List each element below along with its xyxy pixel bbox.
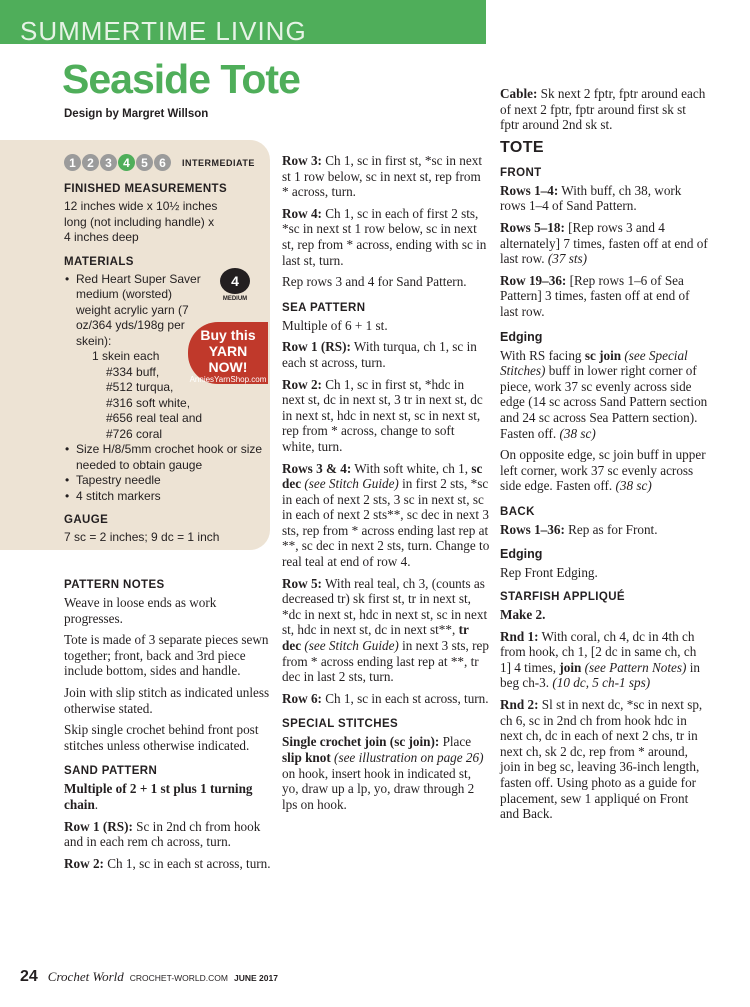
tote-row: Rows 1–4: With buff, ch 38, work rows 1–4 of Sand Pattern. (500, 182, 682, 214)
skill-level (64, 154, 264, 171)
list-item: • 4 stitch markers (76, 489, 264, 505)
tote-row: Rows 1–36: Rep as for Front. (500, 521, 658, 537)
make-count: Make 2. (500, 607, 546, 623)
skill-dot: 6 (154, 154, 171, 171)
magazine-site: CROCHET-WORLD.COM (129, 973, 228, 983)
starfish-heading: STARFISH APPLIQUÉ (500, 591, 626, 604)
sand-row: Row 2: Ch 1, sc in each st across, turn. (64, 855, 271, 871)
promo-line: YARN NOW! (208, 343, 248, 375)
list-item: • Size H/8/5mm crochet hook or size needed to obtain gauge (76, 442, 264, 473)
sand-row: Row 4: Ch 1, sc in each of first 2 sts, *sc in next st 1 row below, sc in next st, rep from * across, ending with sc in last st, turn. (282, 205, 487, 268)
sea-row: Row 2: Ch 1, sc in first st, *hdc in next st, dc in next st, 3 tr in next st, dc in next st, hdc in next st, sc in next st, rep from * across, change to soft white, turn. (282, 376, 483, 454)
rnd-row: Rnd 2: Sl st in next dc, *sc in next sp, ch 6, sc in 2nd ch from hook hdc in next ch, dc in each of next 2 chs, tr in next ch, sk 2 dc, rep from * around, join in beg sc, leaving 36-inch length, fasten off. Using photo as a guide for placement, sew 1 appliqué on Front and Back. (500, 697, 703, 822)
color-item: #512 turqua, (106, 380, 174, 394)
skill-label: INTERMEDIATE (182, 157, 255, 168)
yarn-weight-badge (216, 268, 254, 302)
page-footer (20, 968, 278, 986)
yarn-weight-label: MEDIUM (222, 296, 248, 302)
color-item: #656 real teal and (106, 411, 203, 425)
note-paragraph: Tote is made of 3 separate pieces sewn together; front, back and 3rd piece include bottom, sides and handle. (64, 632, 269, 679)
gauge-heading: GAUGE (64, 514, 109, 526)
designer-byline: Design by Margret Willson (64, 108, 209, 120)
special-stitch: Single crochet join (sc join): Place slip knot (see illustration on page 26) on hook, insert hook in indicated st, yo, draw up a lp, yo, draw through 2 lps on hook. (282, 734, 484, 812)
back-edging-text: Rep Front Edging. (500, 565, 598, 581)
buy-yarn-link[interactable] (188, 322, 268, 384)
sea-multiple: Multiple of 6 + 1 st. (282, 317, 388, 333)
sand-repeat: Rep rows 3 and 4 for Sand Pattern. (282, 274, 467, 290)
materials-heading: MATERIALS (64, 255, 134, 268)
special-stitch: Cable: Sk next 2 fptr, fptr around each of next 2 fptr, fptr around first sk st fptr around 2nd sk st. (500, 86, 706, 133)
sand-multiple: Multiple of 2 + 1 st plus 1 turning chain. (64, 781, 253, 812)
sand-row: Row 3: Ch 1, sc in first st, *sc in next st 1 row below, sc in next st, rep from * across, turn. (282, 153, 483, 200)
special-heading: SPECIAL STITCHES (282, 718, 399, 731)
sea-row: Row 5: With real teal, ch 3, (counts as decreased tr) sk first st, tr in next st, *dc in next st, hdc in next st, sc in next st, hdc in next st, dc in next st**, tr dec (see Stitch Guide) in next 3 sts, rep from * across ending last rep at **, tr dec in last 2 sts, turn. (282, 575, 489, 685)
note-paragraph: Join with slip stitch as indicated unless otherwise stated. (64, 684, 270, 716)
tote-row: Row 19–36: [Rep rows 1–6 of Sea Pattern] 3 times, fasten off at end of last row. (500, 272, 690, 319)
skill-dot: 2 (82, 154, 99, 171)
back-edging-heading: Edging (500, 547, 543, 562)
list-item: • Tapestry needle (76, 473, 264, 489)
tools-list (64, 442, 264, 504)
edging-text: With RS facing sc join (see Special Stitches) buff in lower right corner of piece, work 37 sc evenly across side edge (14 sc across Sand Pattern section and 24 sc across Sea Pattern section). Fasten off. (38 sc) (500, 347, 708, 441)
tote-row: Rows 5–18: [Rep rows 3 and 4 alternately] 7 times, fasten off at end of last row. (37 sts) (500, 219, 708, 267)
skill-dot-active: 4 (118, 154, 135, 171)
yarn-ball-icon: 4 (220, 268, 250, 294)
finished-text: 12 inches wide x 10½ inches long (not including handle) x 4 inches deep (64, 199, 218, 244)
page-title: Seaside Tote (62, 56, 300, 102)
promo-line: Buy this (200, 327, 256, 343)
skein-text: 1 skein each (92, 349, 160, 363)
notes-heading: PATTERN NOTES (64, 579, 165, 591)
tote-column (500, 86, 708, 828)
sand-row: Row 1 (RS): Sc in 2nd ch from hook and in each rem ch across, turn. (64, 818, 261, 850)
rnd-row: Rnd 1: With coral, ch 4, dc in 4th ch from hook, ch 1, [2 dc in same ch, ch 1] 4 times, join (see Pattern Notes) in beg ch-3. (10 dc, 5 ch-1 sps) (500, 628, 700, 691)
skill-dot: 5 (136, 154, 153, 171)
back-heading: BACK (500, 505, 535, 518)
color-item: #334 buff, (106, 364, 160, 379)
tote-heading: TOTE (500, 138, 544, 156)
header-banner (0, 0, 486, 44)
finished-heading: FINISHED MEASUREMENTS (64, 183, 228, 195)
promo-url: AnniesYarnShop.com (189, 375, 267, 384)
list-item: • Red Heart Super Saver medium (worsted) weight acrylic yarn (7 oz/364 yds/198g per skein): (76, 272, 208, 350)
pattern-column (282, 153, 490, 818)
section-title: SUMMERTIME LIVING (20, 16, 307, 46)
color-item: #316 soft white, (106, 395, 191, 410)
notes-column (64, 572, 274, 877)
skill-dot: 1 (64, 154, 81, 171)
sea-row: Rows 3 & 4: With soft white, ch 1, sc dec (see Stitch Guide) in first 2 sts, *sc in each of next 2 sts, 3 sc in next st, sc in each of next 2 sts**, sc dec in next 3 sts, rep from * across ending last rep at **, sc dec in next 2 sts, turn. Change to real teal at end of row 4. (282, 460, 490, 570)
edging-heading: Edging (500, 329, 543, 344)
issue-date: JUNE 2017 (234, 973, 278, 983)
sea-row: Row 1 (RS): With turqua, ch 1, sc in each st across, turn. (282, 339, 477, 370)
color-item: #726 coral (106, 426, 163, 441)
sea-heading: SEA PATTERN (282, 301, 366, 314)
magazine-name: Crochet World (47, 969, 124, 984)
sea-row: Row 6: Ch 1, sc in each st across, turn. (282, 690, 489, 706)
front-heading: FRONT (500, 166, 542, 179)
sand-heading: SAND PATTERN (64, 765, 158, 778)
note-paragraph: Skip single crochet behind front post stitches unless otherwise indicated. (64, 722, 259, 753)
edging-text: On opposite edge, sc join buff in upper left corner, work 37 sc evenly across side edge. Fasten off. (38 sc) (500, 447, 706, 494)
note-paragraph: Weave in loose ends as work progresses. (64, 595, 217, 626)
gauge-text: 7 sc = 2 inches; 9 dc = 1 inch (64, 530, 220, 544)
skill-dot: 3 (100, 154, 117, 171)
page-number: 24 (20, 968, 38, 985)
